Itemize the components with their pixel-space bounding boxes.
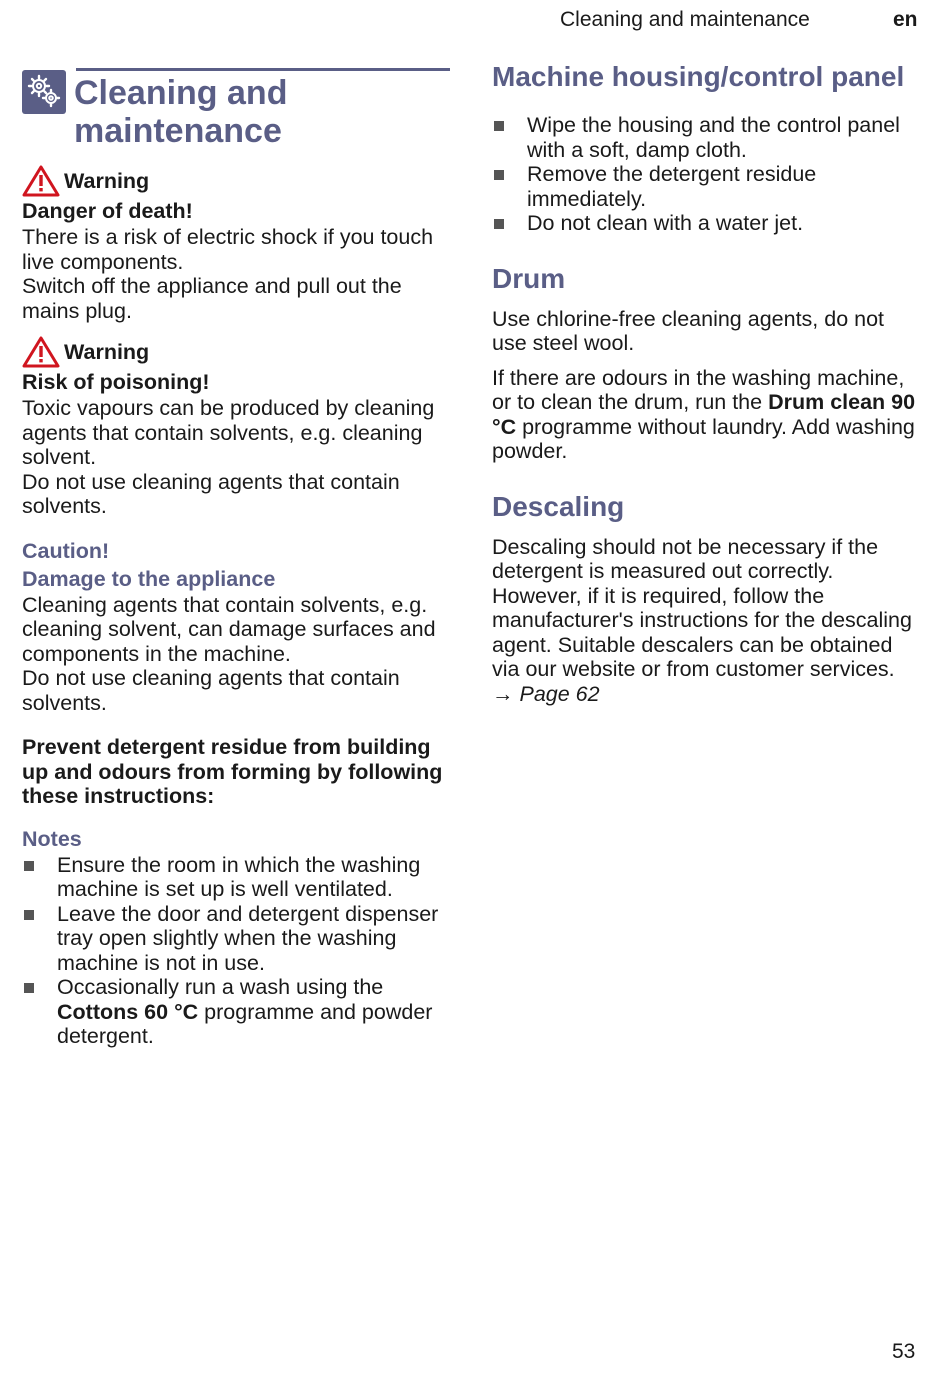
page-reference-link[interactable]: Page 62 [519,681,600,706]
bullet-square-icon [494,170,504,180]
list-item [492,162,922,211]
warning-1-header [22,164,450,198]
caution-text: Cleaning agents that contain solvents, e.g. cleaning solvent, can damage surfaces and components in the machine. [22,592,436,666]
instruction-text: Prevent detergent residue from building up and odours from forming by following these instructions: [22,735,443,808]
title-block [22,66,450,158]
descaling-text [492,535,922,707]
descaling-body: Descaling should not be necessary if the detergent is measured out correctly. However, if it is required, follow the manufacturer's instructions for the descaling agent. Suitable descalers can be obtained via our website or from customer services. [492,534,912,681]
bullet-square-icon [494,121,504,131]
bullet-square-icon [24,983,34,993]
right-column [492,60,922,706]
warning-2-header [22,335,450,369]
housing-list [492,113,922,236]
language-code: en [893,8,918,31]
warning-2-action: Do not use cleaning agents that contain solvents. [22,469,400,518]
housing-item: Wipe the housing and the control panel with a soft, damp cloth. [527,113,900,162]
list-item [492,113,922,162]
warning-1-text: There is a risk of electric shock if you touch live components. [22,225,434,274]
drum-text-1: Use chlorine-free cleaning agents, do not use steel wool. [492,306,885,355]
housing-item: Remove the detergent residue immediately. [527,162,817,211]
page-number: 53 [892,1340,916,1363]
warning-label: Warning [64,168,150,193]
title-rule [76,68,450,71]
caution-subtitle: Damage to the appliance [22,566,276,591]
drum-text-pre: If there are odours in the washing machine, or to clean the drum, run the [492,365,905,414]
bullet-square-icon [24,910,34,920]
drum-text-2 [492,366,922,464]
left-column [22,66,450,1049]
notes-title: Notes [22,826,82,851]
section-title-housing: Machine housing/control panel [492,61,905,92]
caution-action: Do not use cleaning agents that contain solvents. [22,666,400,715]
gear-icon [22,70,66,114]
bullet-square-icon [494,219,504,229]
note-text-pre: Occasionally run a wash using the [57,975,384,999]
list-item [492,211,922,236]
note-text: Ensure the room in which the washing machine is set up is well ventilated. [57,852,421,901]
bullet-square-icon [24,861,34,871]
warning-2-text: Toxic vapours can be produced by cleaning agents that contain solvents, e.g. cleaning solvent. [22,396,435,469]
note-text-post: programme and powder detergent. [57,999,433,1048]
running-header: Cleaning and maintenance [560,8,810,31]
section-title-descaling: Descaling [492,490,625,522]
warning-label: Warning [64,339,150,364]
programme-name: Cottons 60 °C [57,999,199,1024]
warning-triangle-icon [22,165,60,197]
list-item [22,975,450,1049]
list-item [22,853,450,902]
drum-text-post: programme without laundry. Add washing powder. [492,414,915,463]
warning-2-heading: Risk of poisoning! [22,370,210,394]
page-title: Cleaning and maintenance [74,74,288,150]
arrow-right-icon: → [492,681,514,706]
warning-triangle-icon [22,336,60,368]
caution-title: Caution! [22,538,110,563]
list-item [22,902,450,976]
programme-name: Drum clean 90 °C [492,390,916,439]
note-text: Leave the door and detergent dispenser tray open slightly when the washing machine is not in use. [57,901,439,975]
notes-list [22,853,450,1049]
section-title-drum: Drum [492,262,566,294]
warning-1-action: Switch off the appliance and pull out the mains plug. [22,274,402,323]
warning-1-heading: Danger of death! [22,199,193,223]
housing-item: Do not clean with a water jet. [527,211,804,235]
